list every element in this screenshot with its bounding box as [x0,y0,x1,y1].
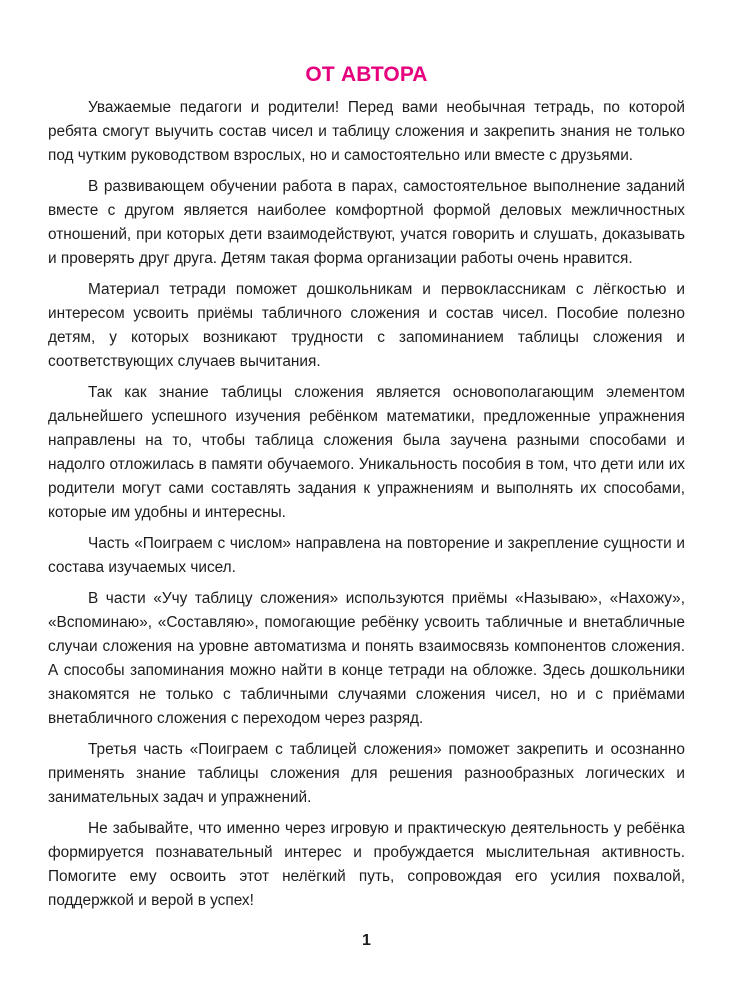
paragraph-3: Материал тетради поможет дошкольникам и первоклассникам с лёгкостью и интересом усвоить приёмы табличного сложения и состав чисел. Пособие полезно детям, у которых возникают трудности с запоминанием таблицы сложения и соответствующих случаев вычитания. [48,281,685,370]
paragraph-8: Не забывайте, что именно через игровую и практическую деятельность у ребёнка формируется познавательный интерес и пробуждается мыслительная активность. Помогите ему освоить этот нелёгкий путь, сопровождая его усилия похвалой, поддержкой и верой в успех! [48,820,685,909]
paragraph-5: Часть «Поиграем с числом» направлена на повторение и закрепление сущности и состава изучаемых чисел. [48,535,685,576]
paragraph-1: Уважаемые педагоги и родители! Перед вами необычная тетрадь, по которой ребята смогут выучить состав чисел и таблицу сложения и закрепить знания не только под чутким руководством взрослых, но и самостоятельно или вместе с друзьями. [48,99,685,164]
document-page [48,62,685,962]
paragraph-4: Так как знание таблицы сложения является основополагающим элементом дальнейшего успешного изучения ребёнком математики, предложенные упражнения направлены на то, чтобы таблица сложения была заучена разными способами и надолго отложилась в памяти обучаемого. Уникальность пособия в том, что дети или их родители могут сами составлять задания к упражнениям и выполнять их способами, которые им удобны и интересны. [48,384,685,521]
page-number: 1 [362,932,371,949]
paragraph-6: В части «Учу таблицу сложения» используются приёмы «Называю», «Нахожу», «Вспоминаю», «Составляю», помогающие ребёнку усвоить табличные и внетабличные случаи сложения на уровне автоматизма и понять взаимосвязь компонентов сложения. А способы запоминания можно найти в конце тетради на обложке. Здесь дошкольники знакомятся не только с табличными случаями сложения чисел, но и с приёмами внетабличного сложения с переходом через разряд. [48,590,685,727]
paragraph-7: Третья часть «Поиграем с таблицей сложения» поможет закрепить и осознанно применять знание таблицы сложения для решения разнообразных логических и занимательных задач и упражнений. [48,741,685,806]
page-title: ОТ АВТОРА [305,63,428,86]
paragraph-2: В развивающем обучении работа в парах, самостоятельное выполнение заданий вместе с другом является наиболее комфортной формой деловых межличностных отношений, при которых дети взаимодействуют, учатся говорить и слушать, доказывать и проверять друг друга. Детям такая форма организации работы очень нравится. [48,178,685,267]
